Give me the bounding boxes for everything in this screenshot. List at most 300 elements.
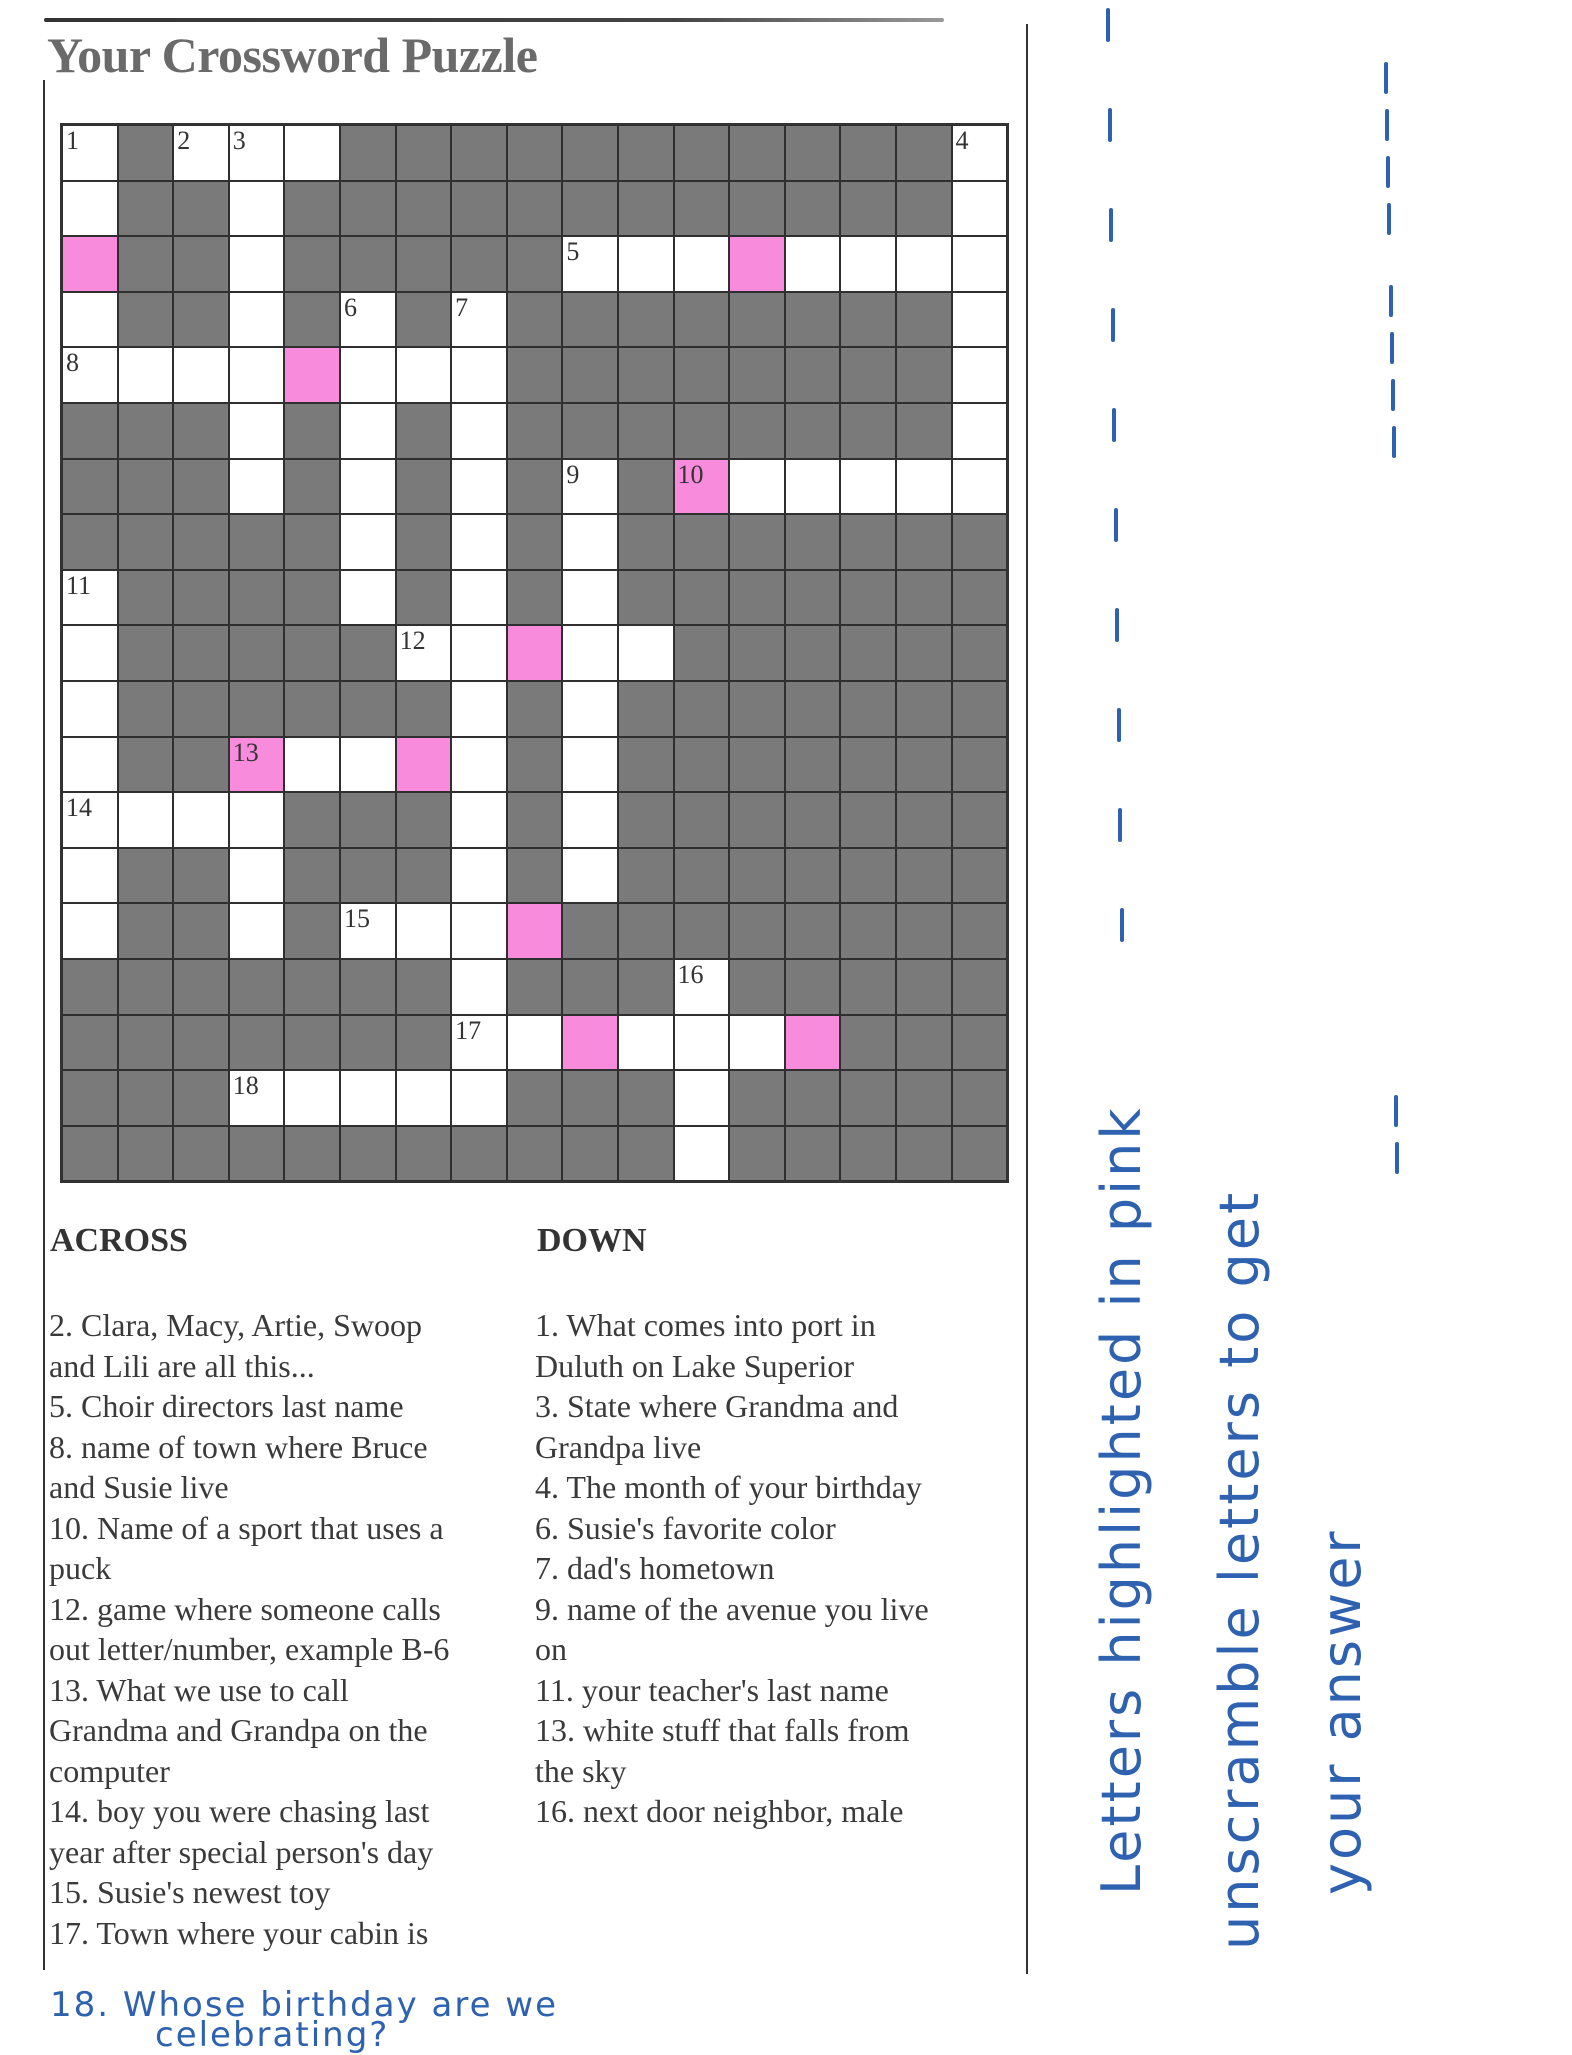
block-cell xyxy=(173,403,229,459)
answer-cell[interactable] xyxy=(62,737,118,793)
block-cell xyxy=(173,236,229,292)
answer-cell[interactable] xyxy=(451,792,507,848)
block-cell xyxy=(562,903,618,959)
answer-cell[interactable] xyxy=(62,125,118,181)
block-cell xyxy=(952,792,1008,848)
answer-cell[interactable] xyxy=(674,1126,730,1182)
block-cell xyxy=(785,292,841,348)
down-clue-line: 9. name of the avenue you live xyxy=(535,1590,929,1627)
answer-cell[interactable] xyxy=(618,1015,674,1071)
handwritten-instruction-2: unscramble letters to get xyxy=(1208,1189,1271,1950)
block-cell xyxy=(396,681,452,737)
answer-cell[interactable] xyxy=(451,848,507,904)
answer-cell[interactable] xyxy=(618,625,674,681)
block-cell xyxy=(840,681,896,737)
block-cell xyxy=(952,848,1008,904)
block-cell xyxy=(507,681,563,737)
answer-cell[interactable] xyxy=(952,236,1008,292)
block-cell xyxy=(952,514,1008,570)
down-heading: DOWN xyxy=(537,1222,647,1259)
block-cell xyxy=(229,1126,285,1182)
answer-cell[interactable] xyxy=(840,459,896,515)
block-cell xyxy=(62,459,118,515)
block-cell xyxy=(952,903,1008,959)
highlighted-answer-cell[interactable] xyxy=(729,236,785,292)
block-cell xyxy=(785,403,841,459)
block-cell xyxy=(674,125,730,181)
block-cell xyxy=(451,236,507,292)
answer-cell[interactable] xyxy=(562,848,618,904)
block-cell xyxy=(618,903,674,959)
block-cell xyxy=(840,570,896,626)
block-cell xyxy=(618,459,674,515)
down-clue-line: 13. white stuff that falls from xyxy=(535,1712,910,1748)
answer-cell[interactable] xyxy=(729,459,785,515)
answer-cell[interactable] xyxy=(229,903,285,959)
highlighted-answer-cell[interactable] xyxy=(785,1015,841,1071)
block-cell xyxy=(507,792,563,848)
block-cell xyxy=(118,737,174,793)
answer-blank xyxy=(1391,379,1395,411)
answer-cell[interactable] xyxy=(118,347,174,403)
block-cell xyxy=(451,181,507,237)
answer-cell[interactable] xyxy=(618,236,674,292)
highlighted-answer-cell[interactable] xyxy=(62,236,118,292)
answer-cell[interactable] xyxy=(229,125,285,181)
answer-cell[interactable] xyxy=(451,959,507,1015)
down-clue-line: 3. State where Grandma and xyxy=(535,1388,899,1424)
answer-cell[interactable] xyxy=(229,1070,285,1126)
block-cell xyxy=(284,959,340,1015)
block-cell xyxy=(118,1015,174,1071)
answer-blank xyxy=(1390,332,1394,364)
clue-number: 13 xyxy=(232,737,259,767)
answer-cell[interactable] xyxy=(562,681,618,737)
answer-cell[interactable] xyxy=(562,570,618,626)
down-clue-line: 6. Susie's favorite color xyxy=(535,1509,836,1546)
answer-blank xyxy=(1111,308,1115,342)
answer-cell[interactable] xyxy=(62,570,118,626)
block-cell xyxy=(229,681,285,737)
left-border-line xyxy=(43,80,45,1970)
block-cell xyxy=(618,570,674,626)
block-cell xyxy=(229,514,285,570)
block-cell xyxy=(562,292,618,348)
block-cell xyxy=(729,1070,785,1126)
answer-blank xyxy=(1387,203,1391,235)
clue-number: 14 xyxy=(66,793,92,823)
answer-blank xyxy=(1120,908,1124,942)
answer-cell[interactable] xyxy=(396,1070,452,1126)
block-cell xyxy=(562,125,618,181)
answer-blank xyxy=(1384,62,1388,94)
block-cell xyxy=(507,236,563,292)
block-cell xyxy=(729,903,785,959)
answer-cell[interactable] xyxy=(173,792,229,848)
block-cell xyxy=(952,1126,1008,1182)
answer-cell[interactable] xyxy=(562,792,618,848)
answer-cell[interactable] xyxy=(952,292,1008,348)
block-cell xyxy=(618,125,674,181)
block-cell xyxy=(896,347,952,403)
block-cell xyxy=(729,292,785,348)
across-clue-line: and Susie live xyxy=(49,1469,229,1505)
block-cell xyxy=(396,236,452,292)
answer-cell[interactable] xyxy=(284,737,340,793)
answer-cell[interactable] xyxy=(562,236,618,292)
block-cell xyxy=(229,570,285,626)
block-cell xyxy=(896,181,952,237)
block-cell xyxy=(674,848,730,904)
across-clue-line: 13. What we use to call xyxy=(49,1671,349,1708)
answer-cell[interactable] xyxy=(952,459,1008,515)
block-cell xyxy=(507,459,563,515)
answer-cell[interactable] xyxy=(284,1070,340,1126)
across-clue-line: 2. Clara, Macy, Artie, Swoop xyxy=(49,1307,422,1343)
block-cell xyxy=(896,681,952,737)
block-cell xyxy=(118,625,174,681)
answer-cell[interactable] xyxy=(396,625,452,681)
answer-cell[interactable] xyxy=(340,737,396,793)
answer-cell[interactable] xyxy=(173,347,229,403)
block-cell xyxy=(118,125,174,181)
answer-blank xyxy=(1395,1142,1399,1174)
block-cell xyxy=(896,570,952,626)
answer-cell[interactable] xyxy=(229,236,285,292)
block-cell xyxy=(729,625,785,681)
block-cell xyxy=(674,181,730,237)
answer-cell[interactable] xyxy=(562,737,618,793)
highlighted-answer-cell[interactable] xyxy=(562,1015,618,1071)
block-cell xyxy=(618,1070,674,1126)
block-cell xyxy=(618,1126,674,1182)
answer-cell[interactable] xyxy=(896,459,952,515)
answer-cell[interactable] xyxy=(451,1015,507,1071)
block-cell xyxy=(173,459,229,515)
highlighted-answer-cell[interactable] xyxy=(674,459,730,515)
block-cell xyxy=(952,625,1008,681)
block-cell xyxy=(840,347,896,403)
block-cell xyxy=(785,681,841,737)
clue-number: 2 xyxy=(177,126,191,155)
answer-cell[interactable] xyxy=(173,125,229,181)
answer-cell[interactable] xyxy=(674,1070,730,1126)
block-cell xyxy=(340,959,396,1015)
block-cell xyxy=(896,848,952,904)
answer-cell[interactable] xyxy=(340,459,396,515)
block-cell xyxy=(284,903,340,959)
block-cell xyxy=(562,1126,618,1182)
block-cell xyxy=(173,737,229,793)
answer-cell[interactable] xyxy=(896,236,952,292)
block-cell xyxy=(62,1126,118,1182)
block-cell xyxy=(674,570,730,626)
answer-cell[interactable] xyxy=(62,625,118,681)
highlighted-answer-cell[interactable] xyxy=(507,625,563,681)
block-cell xyxy=(118,1070,174,1126)
answer-cell[interactable] xyxy=(952,403,1008,459)
answer-cell[interactable] xyxy=(840,236,896,292)
block-cell xyxy=(618,347,674,403)
block-cell xyxy=(674,347,730,403)
block-cell xyxy=(840,125,896,181)
answer-cell[interactable] xyxy=(340,1070,396,1126)
answer-cell[interactable] xyxy=(451,292,507,348)
block-cell xyxy=(284,236,340,292)
block-cell xyxy=(284,625,340,681)
clue-number: 8 xyxy=(66,348,79,378)
answer-cell[interactable] xyxy=(62,903,118,959)
answer-cell[interactable] xyxy=(451,403,507,459)
block-cell xyxy=(562,347,618,403)
answer-blank xyxy=(1394,1095,1398,1127)
block-cell xyxy=(507,1070,563,1126)
clue-number: 7 xyxy=(455,292,469,322)
answer-cell[interactable] xyxy=(674,1015,730,1071)
block-cell xyxy=(896,1015,952,1071)
clue-18-line-2: celebrating? xyxy=(155,2015,390,2055)
block-cell xyxy=(896,292,952,348)
answer-cell[interactable] xyxy=(340,292,396,348)
answer-cell[interactable] xyxy=(562,514,618,570)
across-clue-line: Grandma and Grandpa on the xyxy=(49,1712,428,1748)
answer-blank xyxy=(1108,108,1112,142)
across-heading: ACROSS xyxy=(50,1222,188,1259)
answer-cell[interactable] xyxy=(62,681,118,737)
block-cell xyxy=(284,792,340,848)
block-cell xyxy=(674,737,730,793)
crossword-grid xyxy=(60,123,1009,1183)
block-cell xyxy=(284,570,340,626)
block-cell xyxy=(674,681,730,737)
block-cell xyxy=(785,181,841,237)
highlighted-answer-cell[interactable] xyxy=(284,347,340,403)
block-cell xyxy=(729,681,785,737)
answer-cell[interactable] xyxy=(952,125,1008,181)
block-cell xyxy=(674,625,730,681)
block-cell xyxy=(340,681,396,737)
block-cell xyxy=(785,625,841,681)
handwritten-instruction-3: your answer xyxy=(1310,1528,1373,1895)
block-cell xyxy=(173,1126,229,1182)
clue-number: 18 xyxy=(232,1071,259,1101)
block-cell xyxy=(118,403,174,459)
clue-number: 4 xyxy=(955,126,969,155)
answer-cell[interactable] xyxy=(340,570,396,626)
answer-cell[interactable] xyxy=(229,459,285,515)
answer-cell[interactable] xyxy=(396,903,452,959)
answer-cell[interactable] xyxy=(451,737,507,793)
block-cell xyxy=(229,959,285,1015)
answer-cell[interactable] xyxy=(562,459,618,515)
block-cell xyxy=(396,514,452,570)
block-cell xyxy=(896,1070,952,1126)
answer-cell[interactable] xyxy=(340,403,396,459)
block-cell xyxy=(952,681,1008,737)
block-cell xyxy=(618,737,674,793)
block-cell xyxy=(618,848,674,904)
answer-cell[interactable] xyxy=(451,347,507,403)
block-cell xyxy=(118,681,174,737)
answer-cell[interactable] xyxy=(729,1015,785,1071)
block-cell xyxy=(729,514,785,570)
block-cell xyxy=(618,181,674,237)
across-clue-line: and Lili are all this... xyxy=(49,1347,315,1384)
clue-number: 11 xyxy=(66,570,92,600)
block-cell xyxy=(62,514,118,570)
answer-cell[interactable] xyxy=(229,292,285,348)
across-clue-line: 17. Town where your cabin is xyxy=(49,1914,429,1951)
answer-cell[interactable] xyxy=(451,514,507,570)
block-cell xyxy=(674,403,730,459)
across-clue-line: out letter/number, example B-6 xyxy=(49,1631,450,1667)
answer-cell[interactable] xyxy=(562,625,618,681)
answer-blank xyxy=(1112,408,1116,442)
answer-cell[interactable] xyxy=(62,292,118,348)
block-cell xyxy=(118,959,174,1015)
answer-cell[interactable] xyxy=(229,848,285,904)
answer-cell[interactable] xyxy=(451,625,507,681)
block-cell xyxy=(118,459,174,515)
page-title: Your Crossword Puzzle xyxy=(47,27,538,83)
answer-cell[interactable] xyxy=(340,347,396,403)
highlighted-answer-cell[interactable] xyxy=(229,737,285,793)
block-cell xyxy=(729,1126,785,1182)
block-cell xyxy=(840,1070,896,1126)
answer-cell[interactable] xyxy=(340,903,396,959)
block-cell xyxy=(396,292,452,348)
answer-cell[interactable] xyxy=(229,403,285,459)
block-cell xyxy=(284,1126,340,1182)
block-cell xyxy=(618,681,674,737)
clue-number: 10 xyxy=(677,459,704,489)
block-cell xyxy=(284,403,340,459)
block-cell xyxy=(173,514,229,570)
answer-cell[interactable] xyxy=(229,347,285,403)
answer-cell[interactable] xyxy=(284,125,340,181)
block-cell xyxy=(396,1126,452,1182)
block-cell xyxy=(396,848,452,904)
answer-cell[interactable] xyxy=(451,1070,507,1126)
across-clue-line: year after special person's day xyxy=(49,1833,434,1870)
block-cell xyxy=(507,181,563,237)
block-cell xyxy=(785,125,841,181)
block-cell xyxy=(340,181,396,237)
block-cell xyxy=(507,959,563,1015)
across-clue-line: 8. name of town where Bruce xyxy=(49,1428,428,1465)
block-cell xyxy=(896,737,952,793)
block-cell xyxy=(284,459,340,515)
block-cell xyxy=(396,125,452,181)
block-cell xyxy=(729,347,785,403)
clue-number: 15 xyxy=(343,904,370,934)
block-cell xyxy=(284,848,340,904)
down-clue-line: 1. What comes into port in xyxy=(535,1307,876,1343)
block-cell xyxy=(562,959,618,1015)
block-cell xyxy=(173,1015,229,1071)
answer-cell[interactable] xyxy=(451,570,507,626)
answer-cell[interactable] xyxy=(451,681,507,737)
block-cell xyxy=(785,848,841,904)
block-cell xyxy=(340,848,396,904)
down-clue-line: 4. The month of your birthday xyxy=(535,1469,922,1505)
answer-cell[interactable] xyxy=(62,347,118,403)
block-cell xyxy=(785,347,841,403)
answer-cell[interactable] xyxy=(396,347,452,403)
right-border-line xyxy=(1026,24,1028,1974)
answer-cell[interactable] xyxy=(785,236,841,292)
handwritten-clue-18 xyxy=(50,1985,559,2055)
answer-cell[interactable] xyxy=(62,181,118,237)
across-clue-line: 12. game where someone calls xyxy=(49,1590,441,1627)
answer-blank xyxy=(1109,208,1113,242)
block-cell xyxy=(118,514,174,570)
answer-cell[interactable] xyxy=(451,459,507,515)
block-cell xyxy=(118,1126,174,1182)
block-cell xyxy=(62,1015,118,1071)
block-cell xyxy=(284,514,340,570)
answer-blank xyxy=(1386,156,1390,188)
answer-cell[interactable] xyxy=(952,347,1008,403)
block-cell xyxy=(340,125,396,181)
answer-cell[interactable] xyxy=(785,459,841,515)
block-cell xyxy=(507,737,563,793)
block-cell xyxy=(618,792,674,848)
answer-cell[interactable] xyxy=(674,236,730,292)
block-cell xyxy=(229,1015,285,1071)
block-cell xyxy=(118,292,174,348)
block-cell xyxy=(785,792,841,848)
block-cell xyxy=(896,403,952,459)
down-clue-line: 7. dad's hometown xyxy=(535,1550,775,1586)
answer-cell[interactable] xyxy=(229,181,285,237)
block-cell xyxy=(229,625,285,681)
block-cell xyxy=(674,903,730,959)
top-rule xyxy=(44,18,944,22)
block-cell xyxy=(396,459,452,515)
down-clue-line: 16. next door neighbor, male xyxy=(535,1793,904,1829)
block-cell xyxy=(451,1126,507,1182)
highlighted-answer-cell[interactable] xyxy=(396,737,452,793)
block-cell xyxy=(729,959,785,1015)
answer-blank xyxy=(1389,285,1393,317)
answer-cell[interactable] xyxy=(340,514,396,570)
block-cell xyxy=(785,1126,841,1182)
block-cell xyxy=(840,903,896,959)
answer-cell[interactable] xyxy=(62,792,118,848)
answer-cell[interactable] xyxy=(229,792,285,848)
answer-cell[interactable] xyxy=(952,181,1008,237)
block-cell xyxy=(340,1015,396,1071)
block-cell xyxy=(396,403,452,459)
block-cell xyxy=(507,848,563,904)
answer-cell[interactable] xyxy=(507,1015,563,1071)
clue-number: 1 xyxy=(66,126,79,155)
block-cell xyxy=(952,1015,1008,1071)
block-cell xyxy=(785,737,841,793)
across-clue-line: 10. Name of a sport that uses a xyxy=(49,1509,444,1546)
across-clue-line: computer xyxy=(49,1752,170,1789)
block-cell xyxy=(396,570,452,626)
block-cell xyxy=(562,403,618,459)
answer-cell[interactable] xyxy=(674,959,730,1015)
answer-cell[interactable] xyxy=(118,792,174,848)
across-clue-line: 5. Choir directors last name xyxy=(49,1388,404,1424)
block-cell xyxy=(396,959,452,1015)
answer-cell[interactable] xyxy=(62,848,118,904)
answer-cell[interactable] xyxy=(451,903,507,959)
highlighted-answer-cell[interactable] xyxy=(507,903,563,959)
